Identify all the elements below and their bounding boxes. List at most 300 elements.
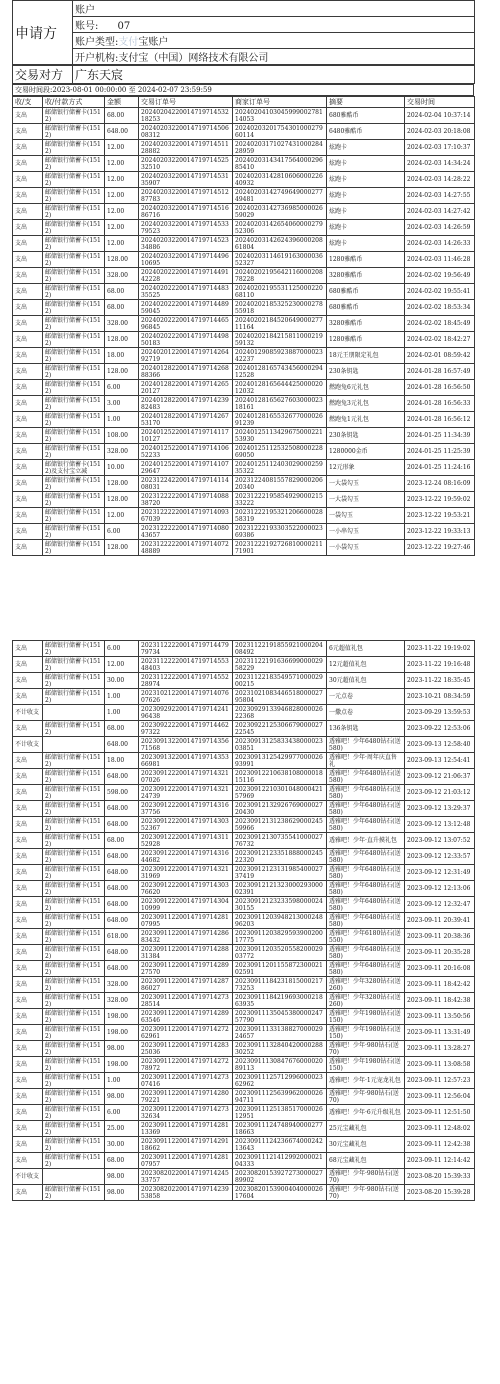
summary-cell: 燃跑兔6元礼包 — [327, 380, 405, 396]
table-row — [13, 460, 475, 476]
trade-order-cell: 2024020222001471971448959045 — [139, 300, 233, 316]
trade-order-cell: 2023122222001471971408838720 — [139, 492, 233, 508]
merchant-order-cell: 2023091120382959390020017775 — [233, 929, 327, 945]
trade-order-cell: 2023091322001471971435671568 — [139, 737, 233, 753]
payment-method-cell — [43, 705, 105, 721]
amount-cell: 198.00 — [105, 1009, 139, 1025]
direction-cell: 支出 — [13, 769, 43, 785]
direction-cell: 支出 — [13, 492, 43, 508]
table-row — [13, 220, 475, 236]
trade-order-cell: 2023122222001471971409367039 — [139, 508, 233, 524]
time-cell: 2023-11-22 18:35:45 — [405, 673, 475, 689]
payment-method-cell: 邮储银行储蓄卡(1512) — [43, 524, 105, 540]
trade-order-cell: 2024020322001471971449610695 — [139, 252, 233, 268]
direction-cell: 支出 — [13, 881, 43, 897]
summary-cell: 25元宝藏礼包 — [327, 1121, 405, 1137]
amount-cell: 648.00 — [105, 849, 139, 865]
payment-method-cell: 邮储银行储蓄卡(1512) — [43, 108, 105, 124]
applicant-label: 申请方 — [13, 1, 73, 65]
amount-cell: 648.00 — [105, 945, 139, 961]
direction-cell: 支出 — [13, 833, 43, 849]
direction-cell: 支出 — [13, 252, 43, 268]
amount-cell: 198.00 — [105, 1057, 139, 1073]
time-cell: 2023-11-22 19:19:02 — [405, 641, 475, 657]
summary-cell: 炫跑卡 — [327, 172, 405, 188]
table-row — [13, 1089, 475, 1105]
table-row — [13, 364, 475, 380]
time-cell: 2023-09-12 21:06:37 — [405, 769, 475, 785]
institution-line — [73, 49, 475, 65]
merchant-order-cell: 2024020320175430100027960114 — [233, 124, 327, 140]
summary-cell: 透雅吧！少年·980钻石(送70) — [327, 1185, 405, 1201]
merchant-order-cell: 2023092212530667900002722545 — [233, 721, 327, 737]
time-cell: 2024-02-03 14:27:55 — [405, 188, 475, 204]
col-time: 交易时间 — [405, 97, 475, 108]
summary-cell: 30元超值礼包 — [327, 673, 405, 689]
amount-cell: 328.00 — [105, 993, 139, 1009]
payment-method-cell: 邮储银行储蓄卡(1512) — [43, 348, 105, 364]
direction-cell: 支出 — [13, 268, 43, 284]
merchant-order-cell: 2024012908592388700002342237 — [233, 348, 327, 364]
summary-cell: 炫跑卡 — [327, 188, 405, 204]
trade-order-cell: 2024012822001471971426888366 — [139, 364, 233, 380]
trade-order-cell: 2024012822001471971426753170 — [139, 412, 233, 428]
table-row — [13, 1153, 475, 1169]
amount-cell: 1.00 — [105, 689, 139, 705]
summary-cell: 透雅吧！少年6180钻石(送550) — [327, 929, 405, 945]
institution-label: 开户机构: — [75, 53, 119, 64]
merchant-order-cell: 2024020314262439600020861804 — [233, 236, 327, 252]
amount-cell: 25.00 — [105, 1121, 139, 1137]
payment-method-cell: 邮储银行储蓄卡(1512) — [43, 220, 105, 236]
direction-cell: 不计收支 — [13, 737, 43, 753]
time-cell: 2024-01-25 11:25:39 — [405, 444, 475, 460]
trade-order-cell: 2023082022001471971424533757 — [139, 1169, 233, 1185]
summary-cell: 136条钥匙 — [327, 721, 405, 737]
direction-cell: 支出 — [13, 284, 43, 300]
payment-method-cell: 邮储银行储蓄卡(1512) — [43, 316, 105, 332]
direction-cell: 支出 — [13, 300, 43, 316]
amount-cell: 128.00 — [105, 364, 139, 380]
direction-cell: 支出 — [13, 396, 43, 412]
table-row — [13, 705, 475, 721]
summary-cell: 透雅吧！少年6480钻石(送580) — [327, 961, 405, 977]
merchant-order-cell: 2023091120394821300024896203 — [233, 913, 327, 929]
merchant-order-cell: 2024020317102743100028428959 — [233, 140, 327, 156]
trade-order-cell: 2023091122001471971428786027 — [139, 977, 233, 993]
merchant-order-cell: 2023092913394682800002622368 — [233, 705, 327, 721]
time-cell: 2024-01-28 16:57:49 — [405, 364, 475, 380]
summary-cell: 透雅吧！少年6480钻石(送580) — [327, 849, 405, 865]
payment-method-cell: 邮储银行储蓄卡(1512) — [43, 673, 105, 689]
time-cell: 2023-09-11 12:42:38 — [405, 1137, 475, 1153]
merchant-order-cell: 2023091221030104800042157969 — [233, 785, 327, 801]
time-cell: 2023-09-12 13:29:37 — [405, 801, 475, 817]
direction-cell: 支出 — [13, 172, 43, 188]
time-cell: 2023-08-20 15:39:28 — [405, 1185, 475, 1201]
applicant-header — [12, 0, 475, 65]
merchant-order-cell: 2023091213292676900002720430 — [233, 801, 327, 817]
merchant-order-cell: 2023112219185592100020408492 — [233, 641, 327, 657]
table-row — [13, 913, 475, 929]
direction-cell: 支出 — [13, 1025, 43, 1041]
direction-cell: 支出 — [13, 1073, 43, 1089]
summary-cell: 透雅吧！少年·1元宠龙礼包 — [327, 1073, 405, 1089]
trade-order-cell: 2024020322001471971450608312 — [139, 124, 233, 140]
trade-order-cell: 2023091222001471971432131969 — [139, 865, 233, 881]
table-row — [13, 412, 475, 428]
time-cell: 2024-02-03 14:26:33 — [405, 236, 475, 252]
table-row — [13, 737, 475, 753]
payment-method-cell: 邮储银行储蓄卡(1512) — [43, 881, 105, 897]
account-type-label: 账户类型: — [75, 37, 119, 48]
time-cell: 2023-08-20 15:39:33 — [405, 1169, 475, 1185]
trade-order-cell: 2024012522001471971411710127 — [139, 428, 233, 444]
payment-method-cell — [43, 1169, 105, 1185]
time-cell: 2024-02-01 08:59:42 — [405, 348, 475, 364]
table-row — [13, 332, 475, 348]
transactions-table-2 — [12, 640, 475, 1201]
trade-order-cell: 2023112222001471971447979734 — [139, 641, 233, 657]
direction-cell: 支出 — [13, 801, 43, 817]
time-cell: 2023-11-22 19:16:48 — [405, 657, 475, 673]
time-cell: 2023-09-11 13:28:27 — [405, 1041, 475, 1057]
column-header-row — [13, 97, 475, 108]
time-cell: 2024-02-04 10:37:14 — [405, 108, 475, 124]
time-cell: 2023-12-22 19:33:13 — [405, 524, 475, 540]
summary-cell: 透雅吧！少年6480钻石(送580) — [327, 865, 405, 881]
table-row — [13, 865, 475, 881]
payment-method-cell: 邮储银行储蓄卡(1512) — [43, 849, 105, 865]
merchant-order-cell: 2023091312583343800002303851 — [233, 737, 327, 753]
merchant-order-cell: 2023082015392727300002789902 — [233, 1169, 327, 1185]
trade-order-cell: 2023091122001471971428079221 — [139, 1089, 233, 1105]
direction-cell: 支出 — [13, 753, 43, 769]
direction-cell: 支出 — [13, 657, 43, 673]
payment-method-cell: 邮储银行储蓄卡(1512) — [43, 865, 105, 881]
time-cell: 2024-01-25 11:24:16 — [405, 460, 475, 476]
direction-cell: 支出 — [13, 1185, 43, 1201]
time-cell: 2023-09-11 13:08:58 — [405, 1057, 475, 1073]
merchant-order-cell: 2023091118421969300021863935 — [233, 993, 327, 1009]
merchant-order-cell: 2023091213123862900024559966 — [233, 817, 327, 833]
payment-method-cell: 邮储银行储蓄卡(1512) — [43, 252, 105, 268]
summary-cell: 透雅吧！少年3280钻石(送260) — [327, 977, 405, 993]
summary-cell: 透雅吧！少年3280钻石(送260) — [327, 993, 405, 1009]
trade-order-cell: 2023091122001471971428683432 — [139, 929, 233, 945]
amount-cell: 12.00 — [105, 220, 139, 236]
trade-order-cell: 2023091122001471971428107957 — [139, 1153, 233, 1169]
merchant-order-cell: 2023091112474894000027718663 — [233, 1121, 327, 1137]
table-row — [13, 444, 475, 460]
merchant-order-cell: 2024020314273698500002659029 — [233, 204, 327, 220]
amount-cell: 648.00 — [105, 897, 139, 913]
time-cell: 2023-09-11 20:39:41 — [405, 913, 475, 929]
time-cell: 2023-09-13 12:54:41 — [405, 753, 475, 769]
payment-method-cell: 邮储银行储蓄卡(1512) — [43, 140, 105, 156]
amount-cell: 18.00 — [105, 348, 139, 364]
amount-cell: 1.00 — [105, 1073, 139, 1089]
direction-cell: 支出 — [13, 1137, 43, 1153]
trade-order-cell: 2023091122001471971427278972 — [139, 1057, 233, 1073]
summary-cell: 一小串勾玉 — [327, 524, 405, 540]
payment-method-cell: 邮储银行储蓄卡(1512) — [43, 508, 105, 524]
trade-order-cell: 2023091122001471971428325036 — [139, 1041, 233, 1057]
direction-cell: 支出 — [13, 913, 43, 929]
summary-cell: 68元宝藏礼包 — [327, 1153, 405, 1169]
table-row — [13, 140, 475, 156]
amount-cell: 128.00 — [105, 332, 139, 348]
direction-cell: 支出 — [13, 1057, 43, 1073]
payment-method-cell: 邮储银行储蓄卡(1512) — [43, 540, 105, 556]
direction-cell: 支出 — [13, 689, 43, 705]
direction-cell: 支出 — [13, 1009, 43, 1025]
time-cell: 2023-09-12 12:31:49 — [405, 865, 475, 881]
account-type-line — [73, 33, 475, 49]
time-cell: 2024-01-28 16:56:33 — [405, 396, 475, 412]
trade-order-cell: 2023091122001471971428113369 — [139, 1121, 233, 1137]
summary-cell: 透雅吧！少年6480钻石(送580) — [327, 801, 405, 817]
trade-order-cell: 2023092222001471971446297322 — [139, 721, 233, 737]
summary-cell: 透雅吧！少年6480钻石(送580) — [327, 785, 405, 801]
merchant-order-cell: 2023091212323359800002430155 — [233, 897, 327, 913]
transactions-table-1 — [12, 96, 475, 556]
payment-method-cell: 邮储银行储蓄卡(1512) — [43, 156, 105, 172]
trade-order-cell: 2023091222001471971431152928 — [139, 833, 233, 849]
payment-method-cell: 邮储银行储蓄卡(1512) — [43, 124, 105, 140]
amount-cell: 12.00 — [105, 236, 139, 252]
amount-cell: 6.00 — [105, 380, 139, 396]
page-2-rows — [13, 641, 475, 1201]
page-gap — [0, 582, 500, 640]
table-row — [13, 1041, 475, 1057]
table-row — [13, 380, 475, 396]
payment-method-cell: 邮储银行储蓄卡(1512) — [43, 1025, 105, 1041]
summary-cell: 1280雅酷币 — [327, 332, 405, 348]
col-direction: 收/支 — [13, 97, 43, 108]
trade-order-cell: 2023091222001471971431637756 — [139, 801, 233, 817]
table-row — [13, 188, 475, 204]
merchant-order-cell: 2023091112423667400024213643 — [233, 1137, 327, 1153]
payment-method-cell: 邮储银行储蓄卡(1512) — [43, 1153, 105, 1169]
merchant-order-cell: 2023122219330352200002369386 — [233, 524, 327, 540]
trade-order-cell: 2023122222001471971407248889 — [139, 540, 233, 556]
trade-order-cell: 2023091122001471971427328514 — [139, 993, 233, 1009]
summary-cell: 炫跑卡 — [327, 220, 405, 236]
merchant-order-cell: 2024020314274964900027749481 — [233, 188, 327, 204]
time-cell: 2023-09-11 20:38:36 — [405, 929, 475, 945]
amount-cell: 12.00 — [105, 657, 139, 673]
merchant-order-cell: 2024020218452064900027711164 — [233, 316, 327, 332]
summary-cell: 一小袋勾玉 — [327, 540, 405, 556]
direction-cell: 支出 — [13, 476, 43, 492]
table-row — [13, 945, 475, 961]
time-cell: 2024-01-28 16:56:12 — [405, 412, 475, 428]
direction-cell: 支出 — [13, 721, 43, 737]
trade-order-cell: 2024020322001471971452334886 — [139, 236, 233, 252]
trade-order-cell: 2024020222001471971449850183 — [139, 332, 233, 348]
payment-method-cell: 邮储银行储蓄卡(1512) — [43, 1089, 105, 1105]
direction-cell: 支出 — [13, 524, 43, 540]
payment-method-cell: 邮储银行储蓄卡(1512) — [43, 236, 105, 252]
direction-cell: 支出 — [13, 673, 43, 689]
time-cell: 2023-09-13 12:58:40 — [405, 737, 475, 753]
table-row — [13, 524, 475, 540]
table-row — [13, 252, 475, 268]
direction-cell: 支出 — [13, 1089, 43, 1105]
table-row — [13, 124, 475, 140]
payment-method-cell: 邮储银行储蓄卡(1512) — [43, 913, 105, 929]
direction-cell: 支出 — [13, 508, 43, 524]
table-row — [13, 881, 475, 897]
direction-cell: 支出 — [13, 1041, 43, 1057]
table-row — [13, 641, 475, 657]
trade-order-cell: 2023112222001471971455228974 — [139, 673, 233, 689]
table-row — [13, 1025, 475, 1041]
trade-order-cell: 2023102122001471971407607626 — [139, 689, 233, 705]
merchant-order-cell: 2024012816574345600029412528 — [233, 364, 327, 380]
direction-cell: 支出 — [13, 108, 43, 124]
payment-method-cell: 邮储银行储蓄卡(1512) — [43, 396, 105, 412]
amount-cell: 6.00 — [105, 524, 139, 540]
summary-cell: 230条钥匙 — [327, 428, 405, 444]
trade-order-cell: 2024012522001471971410729647 — [139, 460, 233, 476]
trade-order-cell: 2024020222001471971448335525 — [139, 284, 233, 300]
time-cell: 2023-09-11 18:42:42 — [405, 977, 475, 993]
table-row — [13, 1121, 475, 1137]
amount-cell: 648.00 — [105, 801, 139, 817]
table-row — [13, 769, 475, 785]
amount-cell: 1.00 — [105, 412, 139, 428]
account-type-tail: 宝账户 — [138, 37, 169, 48]
direction-cell: 支出 — [13, 641, 43, 657]
direction-cell: 支出 — [13, 204, 43, 220]
amount-cell: 12.00 — [105, 172, 139, 188]
table-row — [13, 284, 475, 300]
merchant-order-cell: 2023122219272681000021171901 — [233, 540, 327, 556]
time-cell: 2024-02-03 14:28:22 — [405, 172, 475, 188]
payment-method-cell: 邮储银行储蓄卡(1512) — [43, 977, 105, 993]
time-cell: 2024-02-03 14:34:24 — [405, 156, 475, 172]
time-cell: 2024-02-02 19:56:49 — [405, 268, 475, 284]
amount-cell: 648.00 — [105, 881, 139, 897]
summary-cell: 一袋勾玉 — [327, 508, 405, 524]
direction-cell: 支出 — [13, 961, 43, 977]
table-row — [13, 316, 475, 332]
table-row — [13, 172, 475, 188]
summary-cell: 透雅吧！少年·980钻石(送70) — [327, 1041, 405, 1057]
amount-cell: 648.00 — [105, 817, 139, 833]
amount-cell: 98.00 — [105, 1169, 139, 1185]
table-row — [13, 268, 475, 284]
summary-cell: 透雅吧！少年·周年庆直售礼 — [327, 753, 405, 769]
summary-cell: 230条钥匙 — [327, 364, 405, 380]
time-cell: 2023-09-29 13:59:53 — [405, 705, 475, 721]
trade-order-cell: 2023092922001471971424196438 — [139, 705, 233, 721]
direction-cell: 支出 — [13, 348, 43, 364]
payment-method-cell: 邮储银行储蓄卡(1512) — [43, 1041, 105, 1057]
table-row — [13, 1105, 475, 1121]
payment-method-cell: 邮储银行储蓄卡(1512) — [43, 268, 105, 284]
merchant-order-cell: 2024020218532523000027855918 — [233, 300, 327, 316]
trade-order-cell: 2024020422001471971453218253 — [139, 108, 233, 124]
table-row — [13, 929, 475, 945]
direction-cell: 支出 — [13, 977, 43, 993]
direction-cell: 支出 — [13, 140, 43, 156]
summary-cell: 680雅酷币 — [327, 284, 405, 300]
payment-method-cell: 邮储银行储蓄卡(1512) — [43, 753, 105, 769]
direction-cell: 支出 — [13, 945, 43, 961]
amount-cell: 12.00 — [105, 188, 139, 204]
payment-method-cell: 邮储银行储蓄卡(1512) — [43, 897, 105, 913]
summary-cell: 680雅酷币 — [327, 300, 405, 316]
payment-method-cell: 邮储银行储蓄卡(1512) — [43, 993, 105, 1009]
time-cell: 2024-01-28 16:56:50 — [405, 380, 475, 396]
table-row — [13, 108, 475, 124]
amount-cell: 648.00 — [105, 865, 139, 881]
direction-cell: 支出 — [13, 156, 43, 172]
merchant-order-cell: 2023102108344651800002795804 — [233, 689, 327, 705]
table-row — [13, 1057, 475, 1073]
amount-cell: 68.00 — [105, 721, 139, 737]
merchant-order-cell: 2023091120115587230002102591 — [233, 961, 327, 977]
time-cell: 2023-09-12 13:12:48 — [405, 817, 475, 833]
time-cell: 2024-02-02 18:53:34 — [405, 300, 475, 316]
amount-cell: 30.00 — [105, 1137, 139, 1153]
amount-cell: 12.00 — [105, 508, 139, 524]
table-row — [13, 204, 475, 220]
trade-order-cell: 2023091122001471971428831384 — [139, 945, 233, 961]
merchant-order-cell: 2023122219532120660002858319 — [233, 508, 327, 524]
table-row — [13, 396, 475, 412]
amount-cell: 3.00 — [105, 396, 139, 412]
amount-cell: 98.00 — [105, 1041, 139, 1057]
time-cell: 2023-10-21 08:34:59 — [405, 689, 475, 705]
amount-cell: 328.00 — [105, 316, 139, 332]
time-cell: 2023-09-11 12:14:42 — [405, 1153, 475, 1169]
table-row — [13, 833, 475, 849]
summary-cell: 30元宝藏礼包 — [327, 1137, 405, 1153]
amount-cell: 6.00 — [105, 1105, 139, 1121]
trade-order-cell: 2024020322001471971453135907 — [139, 172, 233, 188]
time-cell: 2023-09-11 12:56:04 — [405, 1089, 475, 1105]
time-range-table — [12, 84, 474, 96]
merchant-order-cell: 2024020219553112500022068110 — [233, 284, 327, 300]
direction-cell: 支出 — [13, 460, 43, 476]
summary-cell: 透雅吧！少年6480钻石(送580) — [327, 817, 405, 833]
merchant-order-cell: 2023112218354957100002900215 — [233, 673, 327, 689]
table-row — [13, 977, 475, 993]
amount-cell: 128.00 — [105, 476, 139, 492]
direction-cell: 支出 — [13, 1105, 43, 1121]
trade-order-cell: 2023091122001471971427332634 — [139, 1105, 233, 1121]
col-merchant-order: 商家订单号 — [233, 97, 327, 108]
trade-order-cell: 2023082022001471971423953858 — [139, 1185, 233, 1201]
direction-cell: 支出 — [13, 412, 43, 428]
trade-order-cell: 2023091222001471971432107026 — [139, 769, 233, 785]
amount-cell: 98.00 — [105, 1185, 139, 1201]
payment-method-cell: 邮储银行储蓄卡(1512) — [43, 1105, 105, 1121]
table-row — [13, 817, 475, 833]
table-row — [13, 689, 475, 705]
trade-order-cell: 2024012822001471971426520127 — [139, 380, 233, 396]
summary-cell: 3280雅酷币 — [327, 316, 405, 332]
payment-method-cell: 邮储银行储蓄卡(1512) — [43, 769, 105, 785]
trade-order-cell: 2023091122001471971428927570 — [139, 961, 233, 977]
time-cell: 2023-09-11 13:50:56 — [405, 1009, 475, 1025]
table-row — [13, 348, 475, 364]
amount-cell: 6.00 — [105, 641, 139, 657]
